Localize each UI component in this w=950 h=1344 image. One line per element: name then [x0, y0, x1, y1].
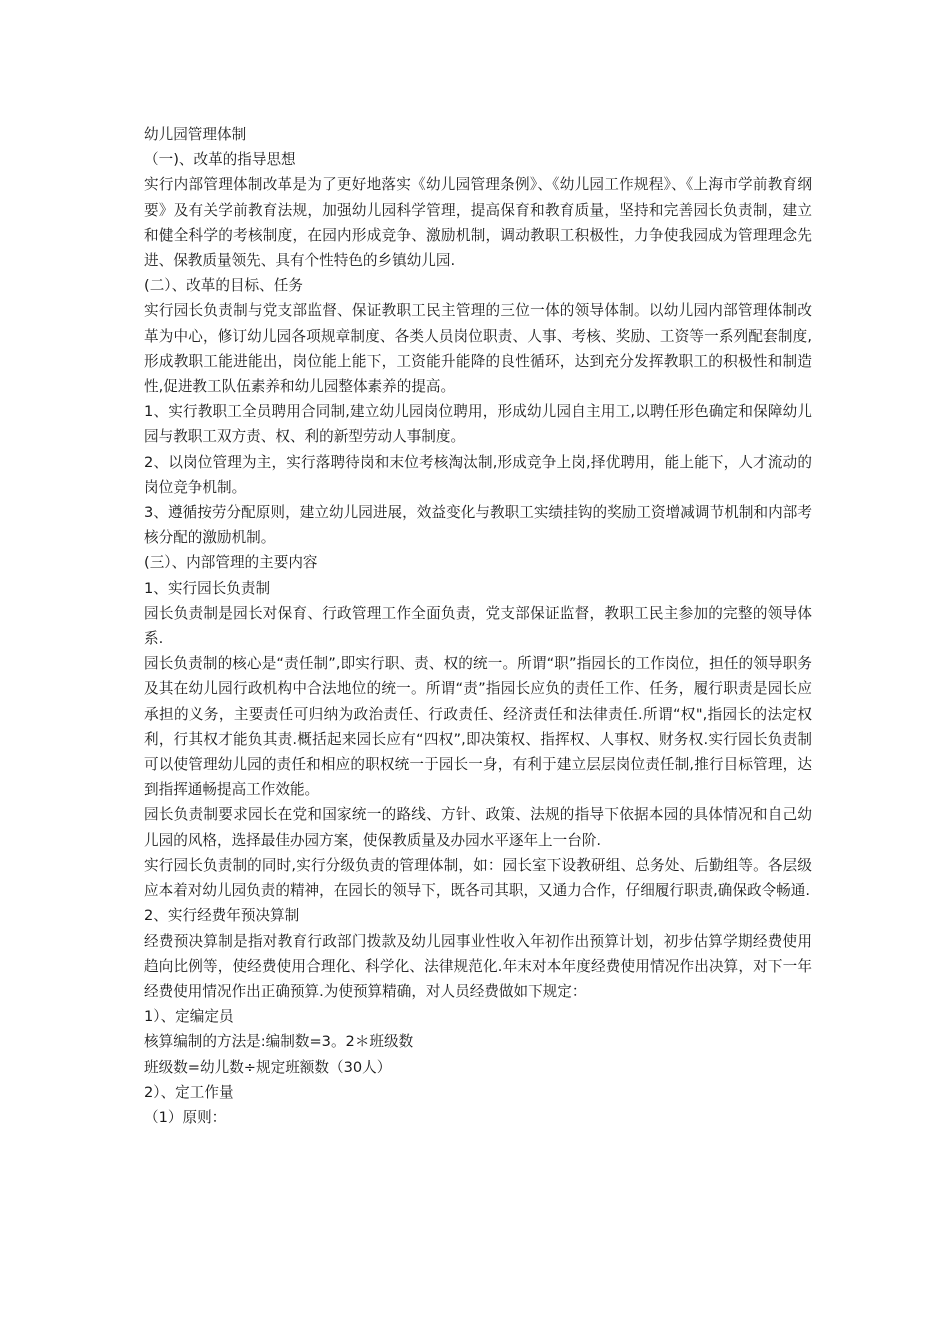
- list-item: 1、实行教职工全员聘用合同制,建立幼儿园岗位聘用，形成幼儿园自主用工,以聘任形色确定和保障幼儿园与教职工双方责、权、利的新型劳动人事制度。: [144, 403, 812, 446]
- paragraph: 园长负责制的核心是“责任制”,即实行职、责、权的统一。所谓“职”指园长的工作岗位，担任的领导职务及其在幼儿园行政机构中合法地位的统一。所谓“责”指园长应负的责任工作、任务，履行职责是园长应承担的义务，主要责任可归纳为政治责任、行政责任、经济责任和法律责任.所谓“权",指园长的法定权利，行其权才能负其责.概括起来园长应有“四权”,即决策权、指挥权、人事权、财务权.实行园长负责制可以使管理幼儿园的责任和相应的职权统一于园长一身，有利于建立层层岗位责任制,推行目标管理，达到指挥通畅提高工作效能。: [144, 655, 812, 799]
- heading-main-content: (三）、内部管理的主要内容: [144, 554, 318, 572]
- paragraph: 实行园长负责制与党支部监督、保证教职工民主管理的三位一体的领导体制。以幼儿园内部管理体制改革为中心，修订幼儿园各项规章制度、各类人员岗位职责、人事、考核、奖励、工资等一系列配套制度,形成教职工能进能出，岗位能上能下，工资能升能降的良性循环，达到充分发挥教职工的积极性和制造性,促进教工队伍素养和幼儿园整体素养的提高。: [144, 302, 812, 396]
- subheading: 2、实行经费年预决算制: [144, 907, 300, 925]
- subheading: （1）原则：: [144, 1108, 227, 1126]
- paragraph: 经费预决算制是指对教育行政部门拨款及幼儿园事业性收入年初作出预算计划，初步估算学期经费使用趋向比例等，使经费使用合理化、科学化、法律规范化.年末对本年度经费使用情况作出决算，对下一年经费使用情况作出正确预算.为使预算精确，对人员经费做如下规定：: [144, 932, 812, 1000]
- subheading: 2）、定工作量: [144, 1083, 234, 1101]
- list-item: 3、遵循按劳分配原则，建立幼儿园进展，效益变化与教职工实绩挂钩的奖励工资增减调节机制和内部考核分配的激励机制。: [144, 504, 812, 547]
- document-page: [144, 122, 812, 1130]
- paragraph: 核算编制的方法是:编制数=3。2＊班级数: [144, 1033, 414, 1051]
- paragraph: 实行内部管理体制改革是为了更好地落实《幼儿园管理条例》、《幼儿园工作规程》、《上海市学前教育纲要》及有关学前教育法规，加强幼儿园科学管理，提高保育和教育质量，坚持和完善园长负责制，建立和健全科学的考核制度，在园内形成竞争、激励机制，调动教职工积极性，力争使我园成为管理理念先进、保教质量领先、具有个性特色的乡镇幼儿园.: [144, 176, 812, 270]
- paragraph: 园长负责制是园长对保育、行政管理工作全面负责，党支部保证监督，教职工民主参加的完整的领导体系.: [144, 604, 812, 648]
- document-title: 幼儿园管理体制: [144, 126, 247, 143]
- paragraph: 实行园长负责制的同时,实行分级负责的管理体制，如：园长室下设教研组、总务处、后勤组等。各层级应本着对幼儿园负责的精神，在园长的领导下，既各司其职，又通力合作，仔细履行职责,确保政令畅通.: [144, 856, 812, 900]
- heading-goals-tasks: (二）、改革的目标、任务: [144, 277, 303, 295]
- heading-guiding-thought: （一)、改革的指导思想: [144, 151, 296, 169]
- subheading: 1、实行园长负责制: [144, 579, 271, 597]
- subheading: 1）、定编定员: [144, 1008, 234, 1026]
- paragraph: 班级数=幼儿数÷规定班额数（30人）: [144, 1058, 392, 1076]
- paragraph: 园长负责制要求园长在党和国家统一的路线、方针、政策、法规的指导下依据本园的具体情况和自己幼儿园的风格，选择最佳办园方案，使保教质量及办园水平逐年上一台阶.: [144, 806, 812, 849]
- list-item: 2、以岗位管理为主，实行落聘待岗和末位考核淘汰制,形成竞争上岗,择优聘用，能上能下，人才流动的岗位竞争机制。: [144, 453, 812, 496]
